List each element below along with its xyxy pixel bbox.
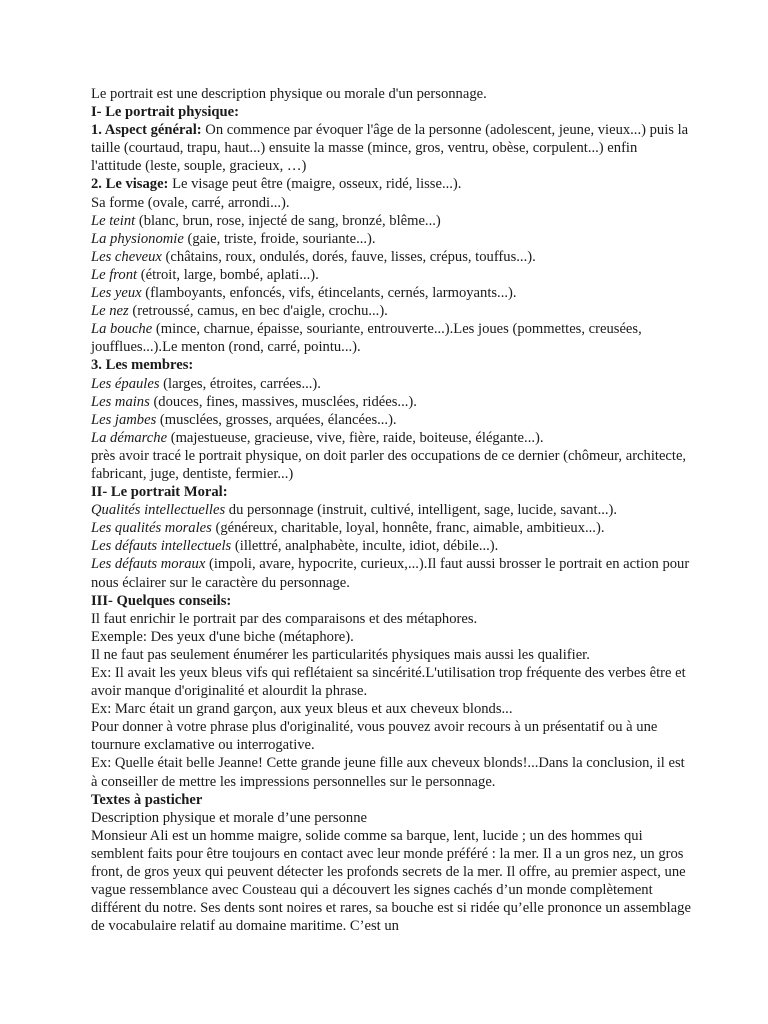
visage-desc: (retroussé, camus, en bec d'aigle, crochu...). (128, 303, 388, 320)
membres-item-jambes (91, 411, 691, 429)
moral-item (91, 537, 691, 555)
visage-desc: (gaie, triste, froide, souriante...). (183, 230, 376, 247)
visage-item-nez (91, 302, 691, 320)
moral-item (91, 501, 691, 519)
membres-item-demarche (91, 429, 691, 447)
moral-desc: (généreux, charitable, loyal, honnête, franc, aimable, ambitieux...). (211, 520, 605, 537)
membres-desc: (majestueuse, gracieuse, vive, fière, raide, boiteuse, élégante...). (167, 429, 544, 446)
visage-item-yeux (91, 284, 691, 302)
membres-term: Les épaules (91, 375, 160, 392)
aspect-general-label: 1. Aspect général: (91, 122, 202, 139)
visage-desc: (blanc, brun, rose, injecté de sang, bronzé, blême...) (135, 212, 441, 229)
visage-term: Les yeux (91, 285, 142, 302)
aspect-general-paragraph (91, 121, 691, 175)
membres-term: La démarche (91, 429, 168, 446)
moral-desc: (impoli, avare, hypocrite, curieux,...).Il faut aussi brosser le portrait en action pour nous éclairer sur le caractère du personnage. (91, 556, 690, 591)
moral-item (91, 555, 691, 591)
membres-item-epaules (91, 375, 691, 393)
intro-paragraph: Le portrait est une description physique ou morale d'un personnage. (91, 86, 487, 102)
visage-desc: (mince, charnue, épaisse, souriante, entrouverte...).Les joues (pommettes, creusées, joufflues...).Le menton (rond, carré, pointu...). (91, 321, 642, 356)
moral-desc: du personnage (instruit, cultivé, intelligent, sage, lucide, savant...). (225, 502, 618, 519)
visage-term: La bouche (91, 321, 153, 338)
moral-term: Qualités intellectuelles (91, 502, 226, 519)
visage-forme: Sa forme (ovale, carré, arrondi...). (91, 194, 290, 211)
conseil-paragraph: Pour donner à votre phrase plus d'originalité, vous pouvez avoir recours à un présentatif ou à une tournure exclamative ou interrogative. (91, 719, 658, 754)
textes-subtitle: Description physique et morale d’une personne (91, 809, 367, 826)
membres-term: Les mains (91, 393, 150, 410)
visage-term: Le front (91, 266, 138, 283)
visage-item-bouche (91, 320, 691, 356)
visage-desc: (étroit, large, bombé, aplati...). (137, 266, 319, 283)
section-heading-portrait-moral: II- Le portrait Moral: (91, 484, 228, 501)
visage-paragraph (91, 175, 691, 193)
moral-item (91, 519, 691, 537)
visage-text: Le visage peut être (maigre, osseux, ridé, lisse...). (168, 176, 462, 193)
visage-item-cheveux (91, 248, 691, 266)
visage-desc: (flamboyants, enfoncés, vifs, étincelants, cernés, larmoyants...). (141, 285, 517, 302)
conseil-paragraph: Il faut enrichir le portrait par des comparaisons et des métaphores. (91, 610, 478, 627)
moral-term: Les défauts intellectuels (91, 538, 232, 555)
conseil-paragraph: Ex: Marc était un grand garçon, aux yeux bleus et aux cheveux blonds... (91, 701, 513, 718)
visage-term: La physionomie (91, 230, 184, 247)
membres-term: Les jambes (91, 411, 157, 428)
visage-label: 2. Le visage: (91, 176, 169, 193)
conseil-paragraph: Ex: Il avait les yeux bleus vifs qui reflétaient sa sincérité.L'utilisation trop fréquente des verbes être et avoir manque d'originalité et alourdit la phrase. (91, 665, 686, 700)
membres-desc: (larges, étroites, carrées...). (159, 375, 321, 392)
visage-item-physionomie (91, 230, 691, 248)
conseil-paragraph: Exemple: Des yeux d'une biche (métaphore). (91, 628, 354, 645)
moral-desc: (illettré, analphabète, inculte, idiot, débile...). (231, 538, 499, 555)
visage-item-front (91, 266, 691, 284)
section-heading-textes: Textes à pasticher (91, 791, 203, 808)
visage-term: Le nez (91, 303, 129, 320)
membres-desc: (musclées, grosses, arquées, élancées...). (156, 411, 397, 428)
occupations-paragraph: près avoir tracé le portrait physique, on doit parler des occupations de ce dernier (chômeur, architecte, fabricant, juge, dentiste, fermier...) (91, 447, 687, 482)
moral-term: Les défauts moraux (91, 556, 206, 573)
membres-desc: (douces, fines, massives, musclées, ridées...). (149, 393, 417, 410)
aspect-general-text: On commence par évoquer l'âge de la personne (adolescent, jeune, vieux...) puis la taille (courtaud, trapu, haut...) ensuite la masse (mince, gros, ventru, obèse, corpulent...) enfin l'attitude (leste, souple, gracieux, …) (91, 122, 689, 175)
visage-item-teint (91, 212, 691, 230)
visage-term: Le teint (91, 212, 136, 229)
membres-label: 3. Les membres: (91, 357, 194, 374)
visage-desc: (châtains, roux, ondulés, dorés, fauve, lisses, crépus, touffus...). (161, 248, 536, 265)
textes-paragraph: Monsieur Ali est un homme maigre, solide comme sa barque, lent, lucide ; un des hommes qui semblent faits pour être toujours en contact avec leur monde préféré : la mer. Il a un gros nez, un gros front, de gros yeux qui peuvent détecter les profonds secrets de la mer. Il offre, au premier aspect, une vague ressemblance avec Cousteau qui a découvert les signes cachés d’un monde complètement différent du notre. Ses dents sont noires et rares, sa bouche est si ridée qu’elle prononce un assemblage de vocabulaire relatif au domaine maritime. C’est un (91, 827, 691, 935)
membres-item-mains (91, 393, 691, 411)
visage-term: Les cheveux (91, 248, 162, 265)
moral-term: Les qualités morales (91, 520, 212, 537)
document-body (91, 85, 691, 935)
conseil-paragraph: Il ne faut pas seulement énumérer les particularités physiques mais aussi les qualifier. (91, 646, 590, 663)
conseil-paragraph: Ex: Quelle était belle Jeanne! Cette grande jeune fille aux cheveux blonds!...Dans la conclusion, il est à conseiller de mettre les impressions personnelles sur le personnage. (91, 755, 685, 790)
section-heading-portrait-physique: I- Le portrait physique: (91, 104, 239, 121)
section-heading-conseils: III- Quelques conseils: (91, 592, 232, 609)
